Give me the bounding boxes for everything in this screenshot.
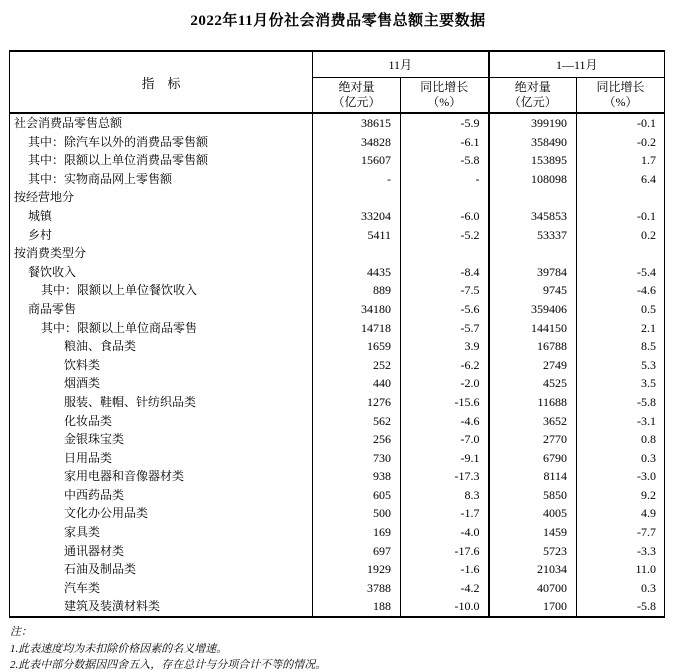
ytd-absolute-cell: 345853 [489,207,577,226]
nov-yoy-cell: -5.6 [401,300,489,319]
nov-absolute-cell: 38615 [313,113,401,133]
header-group-row [10,51,665,78]
ytd-absolute-cell: 40700 [489,579,577,598]
ytd-absolute-unit: （亿元） [508,95,557,109]
ytd-yoy-cell: 6.4 [641,171,656,186]
ytd-absolute-cell: 9745 [489,281,577,300]
nov-absolute-cell: 256 [313,430,401,449]
table-row [10,151,665,170]
nov-yoy-cell: 8.3 [401,486,489,505]
table-row [10,597,665,617]
table-row [10,486,665,505]
nov-yoy-cell: -6.2 [401,356,489,375]
footnote-2: 2.此表中部分数据因四舍五入，存在总计与分项合计不等的情况。 [10,659,327,672]
table-row [10,523,665,542]
indicator-cell: 其中：实物商品网上零售额 [10,170,313,189]
nov-yoy-cell: -6.1 [401,133,489,152]
nov-absolute-cell: 605 [313,486,401,505]
table-row [10,113,665,133]
nov-absolute-cell: 1276 [313,393,401,412]
nov-yoy-cell: -4.6 [401,412,489,431]
ytd-absolute-cell: 11688 [489,393,577,412]
indicator-cell: 粮油、食品类 [10,337,313,356]
indicator-cell: 化妆品类 [10,412,313,431]
ytd-yoy-cell: 5.3 [641,357,656,372]
ytd-absolute-cell: 53337 [489,226,577,245]
nov-yoy-cell: -7.0 [401,430,489,449]
ytd-yoy-cell: 0.3 [641,450,656,465]
nov-yoy-cell: -6.0 [401,207,489,226]
ytd-absolute-cell: 1700 [489,597,577,617]
table-body [10,113,665,617]
footnote-1: 1.此表速度均为未扣除价格因素的名义增速。 [10,642,228,655]
nov-yoy-cell: - [401,170,489,189]
nov-yoy-header [401,78,489,114]
table-row [10,281,665,300]
nov-yoy-cell [401,188,489,207]
ytd-absolute-cell: 4005 [489,504,577,523]
ytd-absolute-cell: 358490 [489,133,577,152]
nov-absolute-cell: 33204 [313,207,401,226]
jan-nov-group-header: 1—11月 [489,51,665,78]
ytd-yoy-cell: -0.2 [637,134,656,149]
table-row [10,300,665,319]
ytd-yoy-cell: 9.2 [641,487,656,502]
ytd-yoy-cell: 8.5 [641,339,656,354]
ytd-absolute-cell: 39784 [489,263,577,282]
indicator-cell: 日用品类 [10,449,313,468]
indicator-cell: 其中：限额以上单位消费品零售额 [10,151,313,170]
ytd-absolute-cell: 144150 [489,319,577,338]
nov-absolute-cell: 1659 [313,337,401,356]
nov-absolute-cell: 938 [313,467,401,486]
table-row [10,226,665,245]
table-header [10,51,665,113]
ytd-yoy-cell: 0.5 [641,301,656,316]
nov-absolute-cell: 730 [313,449,401,468]
nov-absolute-cell: 4435 [313,263,401,282]
table-row [10,504,665,523]
indicator-cell: 家具类 [10,523,313,542]
nov-absolute-cell [313,244,401,263]
nov-absolute-cell: 15607 [313,151,401,170]
nov-yoy-cell: -17.3 [401,467,489,486]
ytd-yoy-cell: -3.1 [637,413,656,428]
nov-absolute-cell: 188 [313,597,401,617]
nov-yoy-cell: -4.0 [401,523,489,542]
nov-yoy-cell: -9.1 [401,449,489,468]
nov-absolute-cell: 500 [313,504,401,523]
ytd-absolute-cell [489,244,577,263]
ytd-absolute-cell: 1459 [489,523,577,542]
indicator-cell: 金银珠宝类 [10,430,313,449]
ytd-yoy-cell: -3.0 [637,469,656,484]
nov-absolute-cell [313,188,401,207]
ytd-yoy-cell [577,244,665,263]
table-row [10,356,665,375]
table-row [10,467,665,486]
nov-yoy-cell: 3.9 [401,337,489,356]
footnote-heading: 注： [10,626,32,639]
nov-absolute-cell: 34180 [313,300,401,319]
nov-absolute-cell: 889 [313,281,401,300]
indicator-cell: 按经营地分 [10,188,313,207]
nov-yoy-cell: -5.7 [401,319,489,338]
ytd-absolute-cell: 399190 [489,113,577,133]
table-row [10,133,665,152]
ytd-yoy-cell: -3.3 [637,543,656,558]
ytd-absolute-cell: 4525 [489,374,577,393]
nov-yoy-cell: -5.2 [401,226,489,245]
table-row [10,170,665,189]
table-row [10,244,665,263]
table-row [10,412,665,431]
nov-yoy-cell: -5.9 [401,113,489,133]
ytd-yoy-cell: 0.3 [641,580,656,595]
nov-absolute-cell: 14718 [313,319,401,338]
indicator-cell: 其中：除汽车以外的消费品零售额 [10,133,313,152]
ytd-absolute-cell: 5850 [489,486,577,505]
indicator-cell: 烟酒类 [10,374,313,393]
table-row [10,579,665,598]
ytd-yoy-cell: 3.5 [641,376,656,391]
table-row [10,449,665,468]
ytd-absolute-cell: 3652 [489,412,577,431]
indicator-cell: 饮料类 [10,356,313,375]
nov-yoy-cell: -8.4 [401,263,489,282]
table-row [10,319,665,338]
table-row [10,188,665,207]
nov-yoy-label: 同比增长 [420,80,469,94]
ytd-yoy-cell: 2.1 [641,320,656,335]
ytd-yoy-cell: 1.7 [641,153,656,168]
table-row [10,207,665,226]
table-row [10,263,665,282]
indicator-cell: 通讯器材类 [10,542,313,561]
indicator-cell: 其中：限额以上单位商品零售 [10,319,313,338]
ytd-absolute-cell: 2770 [489,430,577,449]
indicator-cell: 商品零售 [10,300,313,319]
ytd-yoy-cell: -4.6 [637,283,656,298]
indicator-cell: 社会消费品零售总额 [10,113,313,133]
nov-absolute-cell: 697 [313,542,401,561]
nov-absolute-cell: 34828 [313,133,401,152]
table-row [10,430,665,449]
ytd-yoy-cell: 11.0 [635,562,656,577]
ytd-absolute-cell: 359406 [489,300,577,319]
ytd-yoy-cell: 0.8 [641,432,656,447]
indicator-cell: 服装、鞋帽、针纺织品类 [10,393,313,412]
ytd-absolute-cell: 5723 [489,542,577,561]
ytd-yoy-cell: -0.1 [637,208,656,223]
nov-yoy-cell: -1.6 [401,560,489,579]
ytd-absolute-cell: 8114 [489,467,577,486]
ytd-absolute-cell: 16788 [489,337,577,356]
nov-yoy-cell: -1.7 [401,504,489,523]
indicator-cell: 中西药品类 [10,486,313,505]
ytd-absolute-cell: 6790 [489,449,577,468]
indicator-cell: 建筑及装潢材料类 [10,597,313,617]
nov-absolute-cell: 562 [313,412,401,431]
ytd-absolute-label: 绝对量 [514,80,551,94]
indicator-cell: 其中：限额以上单位餐饮收入 [10,281,313,300]
nov-yoy-cell: -4.2 [401,579,489,598]
indicator-cell: 按消费类型分 [10,244,313,263]
ytd-yoy-label: 同比增长 [596,80,645,94]
ytd-yoy-cell: -5.8 [637,394,656,409]
retail-sales-table [9,50,665,618]
nov-absolute-label: 绝对量 [338,80,375,94]
indicator-cell: 汽车类 [10,579,313,598]
ytd-yoy-cell: -5.4 [637,264,656,279]
table-row [10,337,665,356]
nov-yoy-cell [401,244,489,263]
table-row [10,560,665,579]
indicator-cell: 乡村 [10,226,313,245]
indicator-column-header: 指 标 [10,51,313,113]
nov-absolute-cell: - [313,170,401,189]
ytd-yoy-cell: -5.8 [637,599,656,614]
indicator-cell: 石油及制品类 [10,560,313,579]
ytd-absolute-cell: 2749 [489,356,577,375]
ytd-yoy-cell: -0.1 [637,116,656,130]
table-row [10,393,665,412]
ytd-yoy-cell: 4.9 [641,506,656,521]
nov-absolute-cell: 3788 [313,579,401,598]
page-title: 2022年11月份社会消费品零售总额主要数据 [190,13,486,29]
ytd-yoy-cell: -7.7 [637,525,656,540]
ytd-absolute-cell: 21034 [489,560,577,579]
table-row [10,374,665,393]
nov-yoy-cell: -7.5 [401,281,489,300]
nov-absolute-cell: 169 [313,523,401,542]
nov-absolute-cell: 5411 [313,226,401,245]
ytd-absolute-cell: 108098 [489,170,577,189]
indicator-cell: 餐饮收入 [10,263,313,282]
nov-yoy-cell: -17.6 [401,542,489,561]
indicator-cell: 家用电器和音像器材类 [10,467,313,486]
ytd-absolute-cell: 153895 [489,151,577,170]
nov-yoy-unit: （%） [427,95,462,109]
nov-yoy-cell: -2.0 [401,374,489,393]
ytd-absolute-cell [489,188,577,207]
nov-absolute-cell: 252 [313,356,401,375]
nov-yoy-cell: -15.6 [401,393,489,412]
ytd-yoy-header [577,78,665,114]
table-row [10,542,665,561]
indicator-cell: 城镇 [10,207,313,226]
footnotes [10,624,676,672]
nov-yoy-cell: -5.8 [401,151,489,170]
nov-absolute-cell: 1929 [313,560,401,579]
ytd-yoy-cell [577,188,665,207]
ytd-yoy-cell: 0.2 [641,227,656,242]
indicator-cell: 文化办公用品类 [10,504,313,523]
nov-yoy-cell: -10.0 [401,597,489,617]
nov-absolute-header [313,78,401,114]
ytd-absolute-header [489,78,577,114]
nov-absolute-unit: （亿元） [332,95,381,109]
november-group-header: 11月 [313,51,489,78]
nov-absolute-cell: 440 [313,374,401,393]
ytd-yoy-unit: （%） [603,95,638,109]
